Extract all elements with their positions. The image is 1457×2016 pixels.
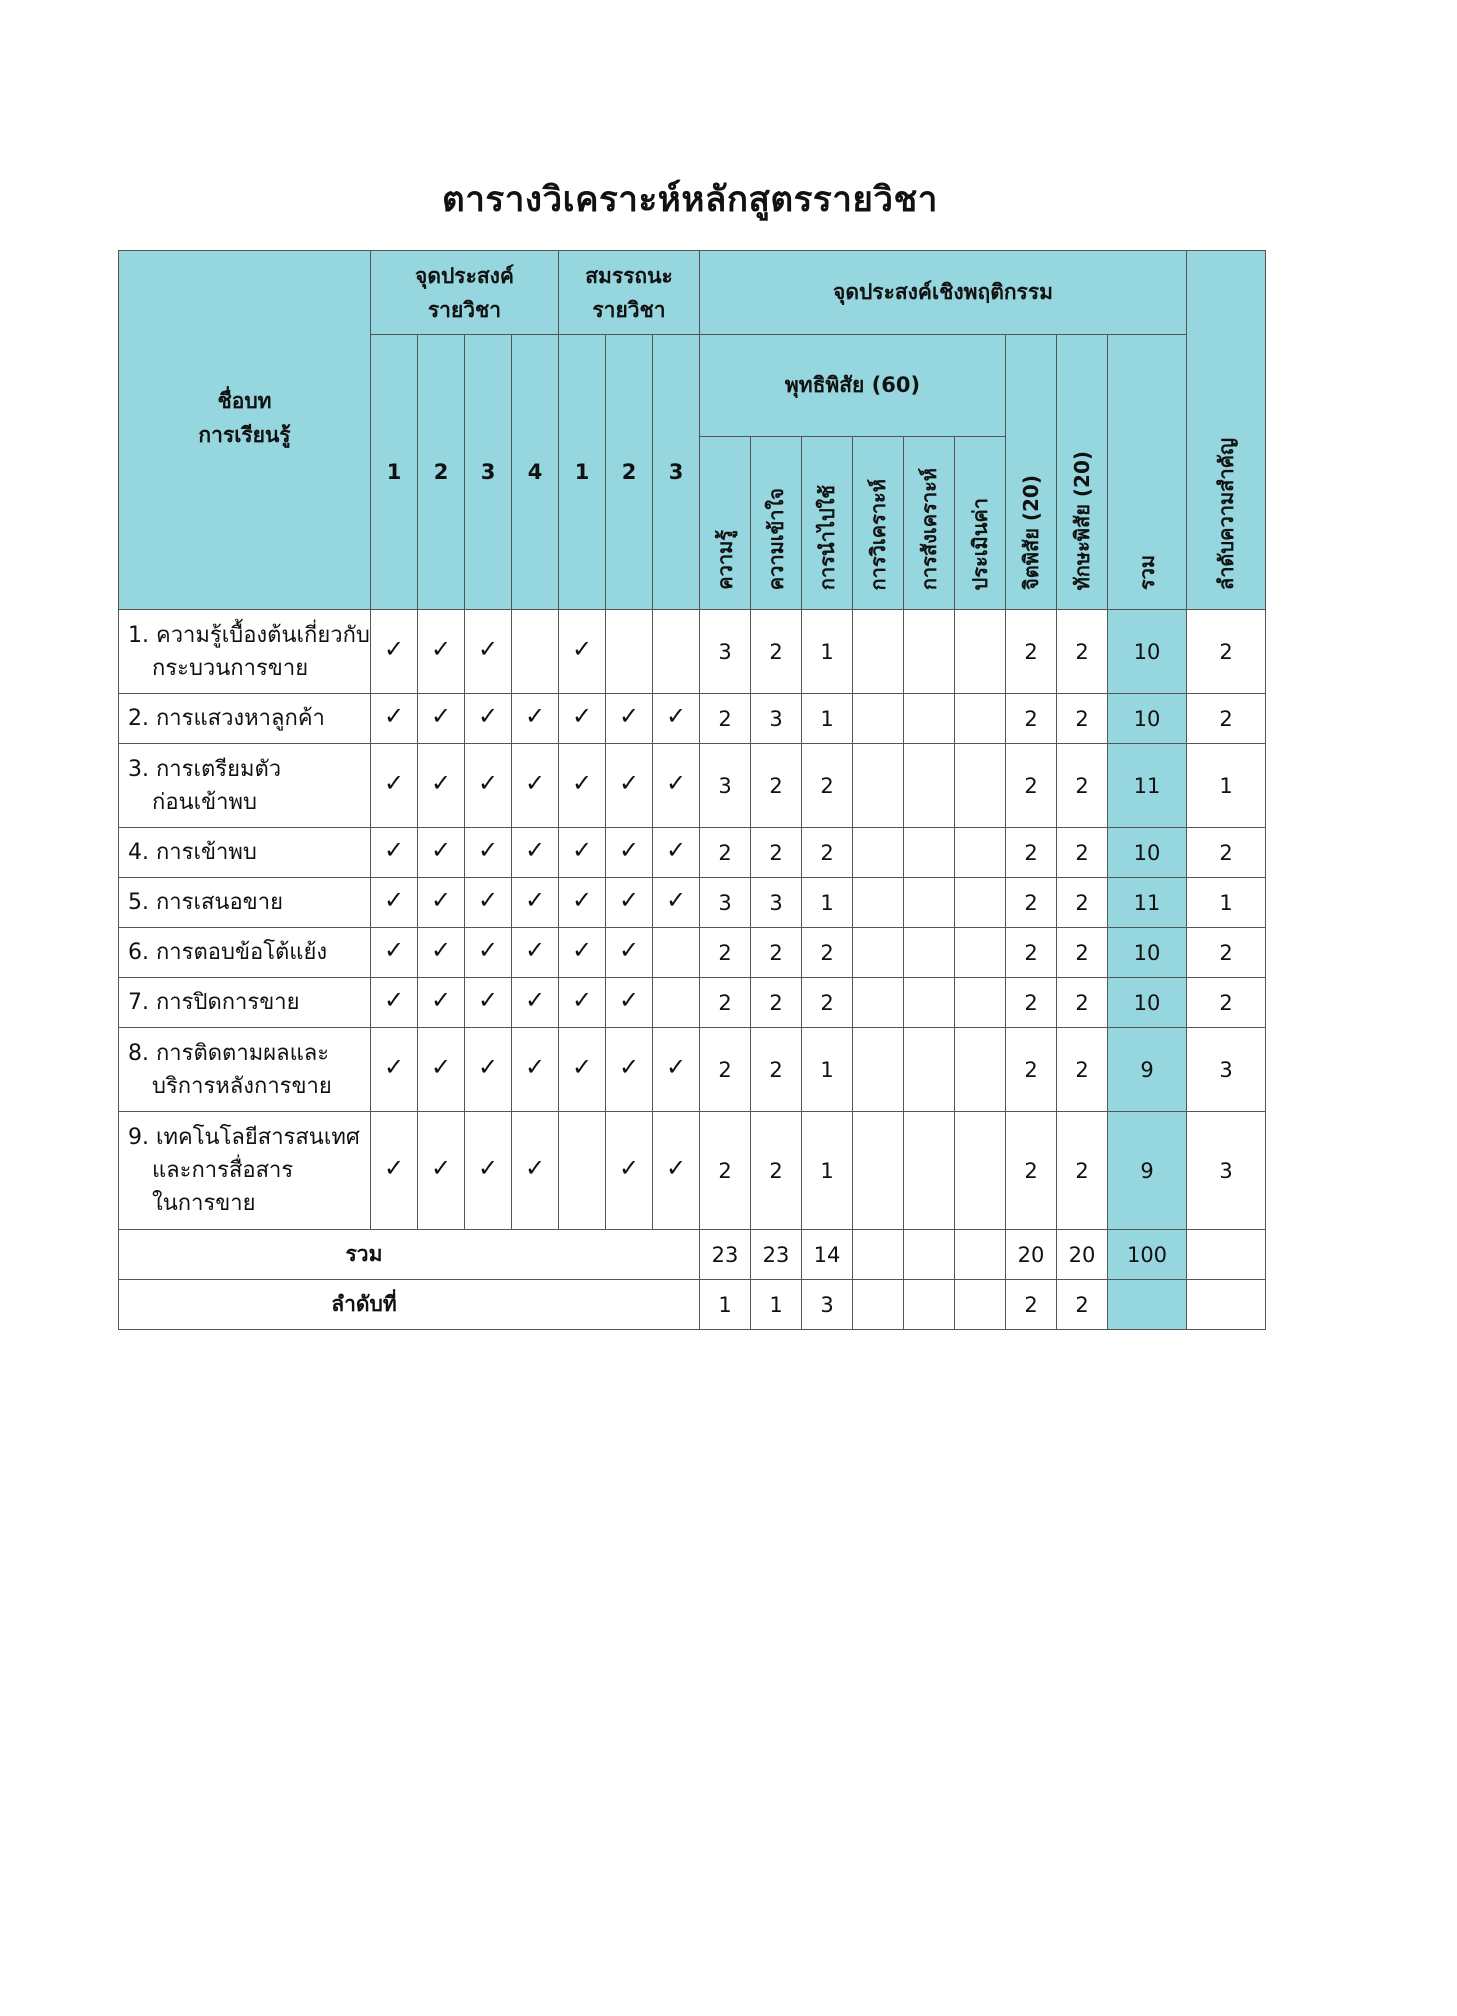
order-row-label: ลำดับที่ [119,1280,700,1330]
document-title: ตารางวิเคราะห์หลักสูตรรายวิชา [442,180,938,220]
table-body [119,610,1266,1330]
lesson-name-line: กระบวนการขาย [152,655,309,681]
total-summary: 100 [1108,1230,1187,1280]
importance-rank-header [1187,251,1266,610]
lesson-name-line: 9. เทคโนโลยีสารสนเทศ [128,1125,360,1150]
objective-check: ✓ [512,828,559,878]
cognitive-score: 2 [802,744,853,828]
objective-check: ✓ [512,1112,559,1230]
competency-check: ✓ [606,978,653,1028]
objective-check: ✓ [371,928,418,978]
competency-check: ✓ [653,694,700,744]
cognitive-score: 2 [751,828,802,878]
objective-num-4: 4 [512,335,559,610]
psychomotor-score: 2 [1057,694,1108,744]
cognitive-score: 2 [700,828,751,878]
cognitive-score [955,610,1006,694]
cognitive-level-label: การวิเคราะห์ [866,478,890,590]
objective-check: ✓ [371,744,418,828]
psychomotor-score: 2 [1057,744,1108,828]
lesson-name [119,694,371,744]
competency-check: ✓ [559,694,606,744]
lesson-name-line: 7. การปิดการขาย [128,990,300,1015]
cognitive-score: 2 [700,694,751,744]
cognitive-score [904,610,955,694]
cognitive-score: 3 [700,878,751,928]
cognitive-score: 2 [700,1112,751,1230]
cognitive-score: 2 [751,610,802,694]
row-total: 10 [1108,978,1187,1028]
importance-rank: 3 [1187,1112,1266,1230]
competency-check: ✓ [606,878,653,928]
table-row [119,828,1266,878]
cognitive-level-analysis [853,437,904,610]
competency-num-3: 3 [653,335,700,610]
cognitive-level-label: ความเข้าใจ [764,487,788,590]
lesson-name-line: 2. การแสวงหาลูกค้า [128,706,325,731]
objective-num-1: 1 [371,335,418,610]
objective-check: ✓ [418,878,465,928]
cognitive-score [955,1112,1006,1230]
lesson-name [119,828,371,878]
objective-num-3: 3 [465,335,512,610]
cognitive-score: 3 [700,610,751,694]
cognitive-summary [853,1280,904,1330]
cognitive-score: 2 [802,928,853,978]
cognitive-score [853,744,904,828]
competency-check: ✓ [559,978,606,1028]
cognitive-score: 2 [802,978,853,1028]
subject-objectives-header [371,251,559,335]
lesson-name-line: และการสื่อสาร [152,1158,294,1183]
cognitive-score: 2 [751,744,802,828]
cognitive-score [853,694,904,744]
competency-check [653,978,700,1028]
competency-check [653,610,700,694]
competency-check: ✓ [606,694,653,744]
cognitive-summary [904,1230,955,1280]
objective-check: ✓ [418,1028,465,1112]
cognitive-summary: 23 [751,1230,802,1280]
table-row [119,878,1266,928]
cognitive-score [955,1028,1006,1112]
cognitive-score: 2 [700,928,751,978]
lesson-name [119,928,371,978]
row-total: 11 [1108,878,1187,928]
cognitive-score [904,928,955,978]
lesson-name-line: 5. การเสนอขาย [128,890,283,915]
cognitive-level-application [802,437,853,610]
psychomotor-score: 2 [1057,878,1108,928]
lesson-name [119,978,371,1028]
objective-check: ✓ [465,744,512,828]
competency-check [653,928,700,978]
cognitive-score [904,694,955,744]
affective-header [1006,335,1057,610]
competency-check [606,610,653,694]
importance-rank: 2 [1187,928,1266,978]
lesson-name [119,1028,371,1112]
competency-check: ✓ [653,828,700,878]
row-total: 9 [1108,1028,1187,1112]
cognitive-level-comprehension [751,437,802,610]
cognitive-score [853,828,904,878]
competency-check: ✓ [606,1112,653,1230]
cognitive-score: 2 [751,1112,802,1230]
row-total: 9 [1108,1112,1187,1230]
competency-check [559,1112,606,1230]
psychomotor-score: 2 [1057,928,1108,978]
objective-check: ✓ [371,694,418,744]
objective-check: ✓ [512,744,559,828]
sum-row [119,1230,1266,1280]
cognitive-summary: 14 [802,1230,853,1280]
objective-check: ✓ [371,878,418,928]
lesson-name [119,744,371,828]
competency-check: ✓ [559,610,606,694]
cognitive-score [853,878,904,928]
competencies-line1: สมรรถนะ [585,263,673,288]
objective-check: ✓ [465,610,512,694]
objective-check: ✓ [465,1112,512,1230]
psychomotor-score: 2 [1057,828,1108,878]
table-row [119,1028,1266,1112]
cognitive-summary [955,1230,1006,1280]
objective-check: ✓ [371,978,418,1028]
cognitive-score: 2 [751,978,802,1028]
cognitive-score: 1 [802,1112,853,1230]
psychomotor-label: ทักษะพิสัย (20) [1070,450,1094,590]
cognitive-score [853,1028,904,1112]
objective-num-2: 2 [418,335,465,610]
psychomotor-summary: 20 [1057,1230,1108,1280]
lesson-name-line: ก่อนเข้าพบ [152,789,257,815]
competency-check: ✓ [653,878,700,928]
cognitive-summary: 3 [802,1280,853,1330]
competency-check: ✓ [606,828,653,878]
cognitive-score [955,744,1006,828]
sum-row-label: รวม [119,1230,700,1280]
cognitive-header: พุทธิพิสัย (60) [700,335,1006,437]
importance-rank: 1 [1187,744,1266,828]
cognitive-score: 2 [751,928,802,978]
cognitive-score [853,1112,904,1230]
objective-check: ✓ [371,610,418,694]
psychomotor-score: 2 [1057,1112,1108,1230]
cognitive-level-synthesis [904,437,955,610]
cognitive-score [904,744,955,828]
behavioral-objectives-header: จุดประสงค์เชิงพฤติกรรม [700,251,1187,335]
cognitive-score [955,878,1006,928]
total-header [1108,335,1187,610]
importance-rank: 2 [1187,978,1266,1028]
row-total: 11 [1108,744,1187,828]
lesson-name [119,610,371,694]
cognitive-score [955,694,1006,744]
affective-score: 2 [1006,1112,1057,1230]
cognitive-score: 1 [802,878,853,928]
objective-check: ✓ [418,1112,465,1230]
psychomotor-score: 2 [1057,610,1108,694]
cognitive-score [955,828,1006,878]
cognitive-score [904,1028,955,1112]
competency-check: ✓ [559,1028,606,1112]
cognitive-score [853,928,904,978]
cognitive-level-evaluation [955,437,1006,610]
rank-summary [1187,1230,1266,1280]
objective-check: ✓ [465,928,512,978]
cognitive-summary [904,1280,955,1330]
objective-check: ✓ [512,1028,559,1112]
competency-check: ✓ [606,1028,653,1112]
cognitive-summary [853,1230,904,1280]
lesson-name-line: 1. ความรู้เบื้องต้นเกี่ยวกับ [128,622,370,648]
competencies-header [559,251,700,335]
cognitive-score [904,828,955,878]
cognitive-score: 2 [751,1028,802,1112]
affective-score: 2 [1006,1028,1057,1112]
cognitive-score: 3 [751,878,802,928]
cognitive-score [904,978,955,1028]
competency-check: ✓ [559,744,606,828]
cognitive-summary: 23 [700,1230,751,1280]
cognitive-score [904,878,955,928]
lesson-name [119,878,371,928]
lesson-name-line: 8. การติดตามผลและ [128,1040,330,1066]
competency-check: ✓ [559,828,606,878]
affective-label: จิตพิสัย (20) [1019,475,1043,590]
objective-check: ✓ [512,878,559,928]
total-summary [1108,1280,1187,1330]
cognitive-level-label: ความรู้ [713,530,737,590]
objective-check: ✓ [512,978,559,1028]
lesson-name-line: ในการขาย [152,1191,256,1216]
table-row [119,1112,1266,1230]
cognitive-score: 2 [700,978,751,1028]
competency-num-2: 2 [606,335,653,610]
cognitive-summary [955,1280,1006,1330]
objective-check: ✓ [465,878,512,928]
cognitive-score: 1 [802,694,853,744]
psychomotor-summary: 2 [1057,1280,1108,1330]
cognitive-summary: 1 [700,1280,751,1330]
competencies-line2: รายวิชา [592,297,666,322]
affective-summary: 2 [1006,1280,1057,1330]
row-total: 10 [1108,828,1187,878]
cognitive-score: 2 [700,1028,751,1112]
objective-check: ✓ [465,694,512,744]
importance-rank: 2 [1187,610,1266,694]
cognitive-score: 3 [751,694,802,744]
affective-score: 2 [1006,610,1057,694]
cognitive-score [955,978,1006,1028]
affective-summary: 20 [1006,1230,1057,1280]
competency-check: ✓ [653,744,700,828]
row-total: 10 [1108,694,1187,744]
objective-check: ✓ [512,928,559,978]
importance-rank: 1 [1187,878,1266,928]
objective-check [512,610,559,694]
objective-check: ✓ [418,744,465,828]
objective-check: ✓ [465,828,512,878]
table-row [119,610,1266,694]
affective-score: 2 [1006,978,1057,1028]
cognitive-score [853,610,904,694]
objective-check: ✓ [371,1028,418,1112]
table-row [119,978,1266,1028]
objective-check: ✓ [465,1028,512,1112]
objective-check: ✓ [418,610,465,694]
cognitive-score: 2 [802,828,853,878]
affective-score: 2 [1006,928,1057,978]
competency-check: ✓ [559,878,606,928]
topic-header-line1: ชื่อบท [217,389,272,413]
competency-check: ✓ [559,928,606,978]
table-row [119,744,1266,828]
psychomotor-score: 2 [1057,978,1108,1028]
lesson-name-line: 6. การตอบข้อโต้แย้ง [128,940,328,965]
competency-check: ✓ [653,1028,700,1112]
cognitive-level-knowledge [700,437,751,610]
table-row [119,928,1266,978]
cognitive-score [904,1112,955,1230]
subject-objectives-line2: รายวิชา [427,297,502,322]
importance-rank: 3 [1187,1028,1266,1112]
cognitive-score [955,928,1006,978]
affective-score: 2 [1006,828,1057,878]
row-total: 10 [1108,610,1187,694]
cognitive-summary: 1 [751,1280,802,1330]
cognitive-level-label: ประเมินค่า [968,497,992,590]
cognitive-score: 1 [802,610,853,694]
competency-check: ✓ [606,928,653,978]
objective-check: ✓ [371,828,418,878]
row-total: 10 [1108,928,1187,978]
objective-check: ✓ [418,828,465,878]
affective-score: 2 [1006,694,1057,744]
affective-score: 2 [1006,744,1057,828]
psychomotor-header [1057,335,1108,610]
topic-header [119,251,371,610]
objective-check: ✓ [418,694,465,744]
lesson-name-line: บริการหลังการขาย [152,1073,332,1099]
cognitive-level-label: การสังเคราะห์ [917,467,941,590]
importance-rank: 2 [1187,828,1266,878]
cognitive-level-label: การนำไปใช้ [815,484,839,590]
topic-header-line2: การเรียนรู้ [198,423,291,447]
cognitive-score: 1 [802,1028,853,1112]
curriculum-analysis-table [118,250,1266,1330]
objective-check: ✓ [512,694,559,744]
total-label: รวม [1135,554,1159,590]
importance-rank-label: ลำดับความสำคัญ [1214,437,1238,590]
competency-num-1: 1 [559,335,606,610]
subject-objectives-line1: จุดประสงค์ [415,263,514,288]
psychomotor-score: 2 [1057,1028,1108,1112]
rank-summary [1187,1280,1266,1330]
lesson-name-line: 3. การเตรียมตัว [128,756,282,782]
order-row [119,1280,1266,1330]
objective-check: ✓ [465,978,512,1028]
objective-check: ✓ [371,1112,418,1230]
affective-score: 2 [1006,878,1057,928]
objective-check: ✓ [418,928,465,978]
importance-rank: 2 [1187,694,1266,744]
lesson-name-line: 4. การเข้าพบ [128,840,257,865]
competency-check: ✓ [653,1112,700,1230]
lesson-name [119,1112,371,1230]
competency-check: ✓ [606,744,653,828]
objective-check: ✓ [418,978,465,1028]
cognitive-score [853,978,904,1028]
cognitive-score: 3 [700,744,751,828]
table-row [119,694,1266,744]
